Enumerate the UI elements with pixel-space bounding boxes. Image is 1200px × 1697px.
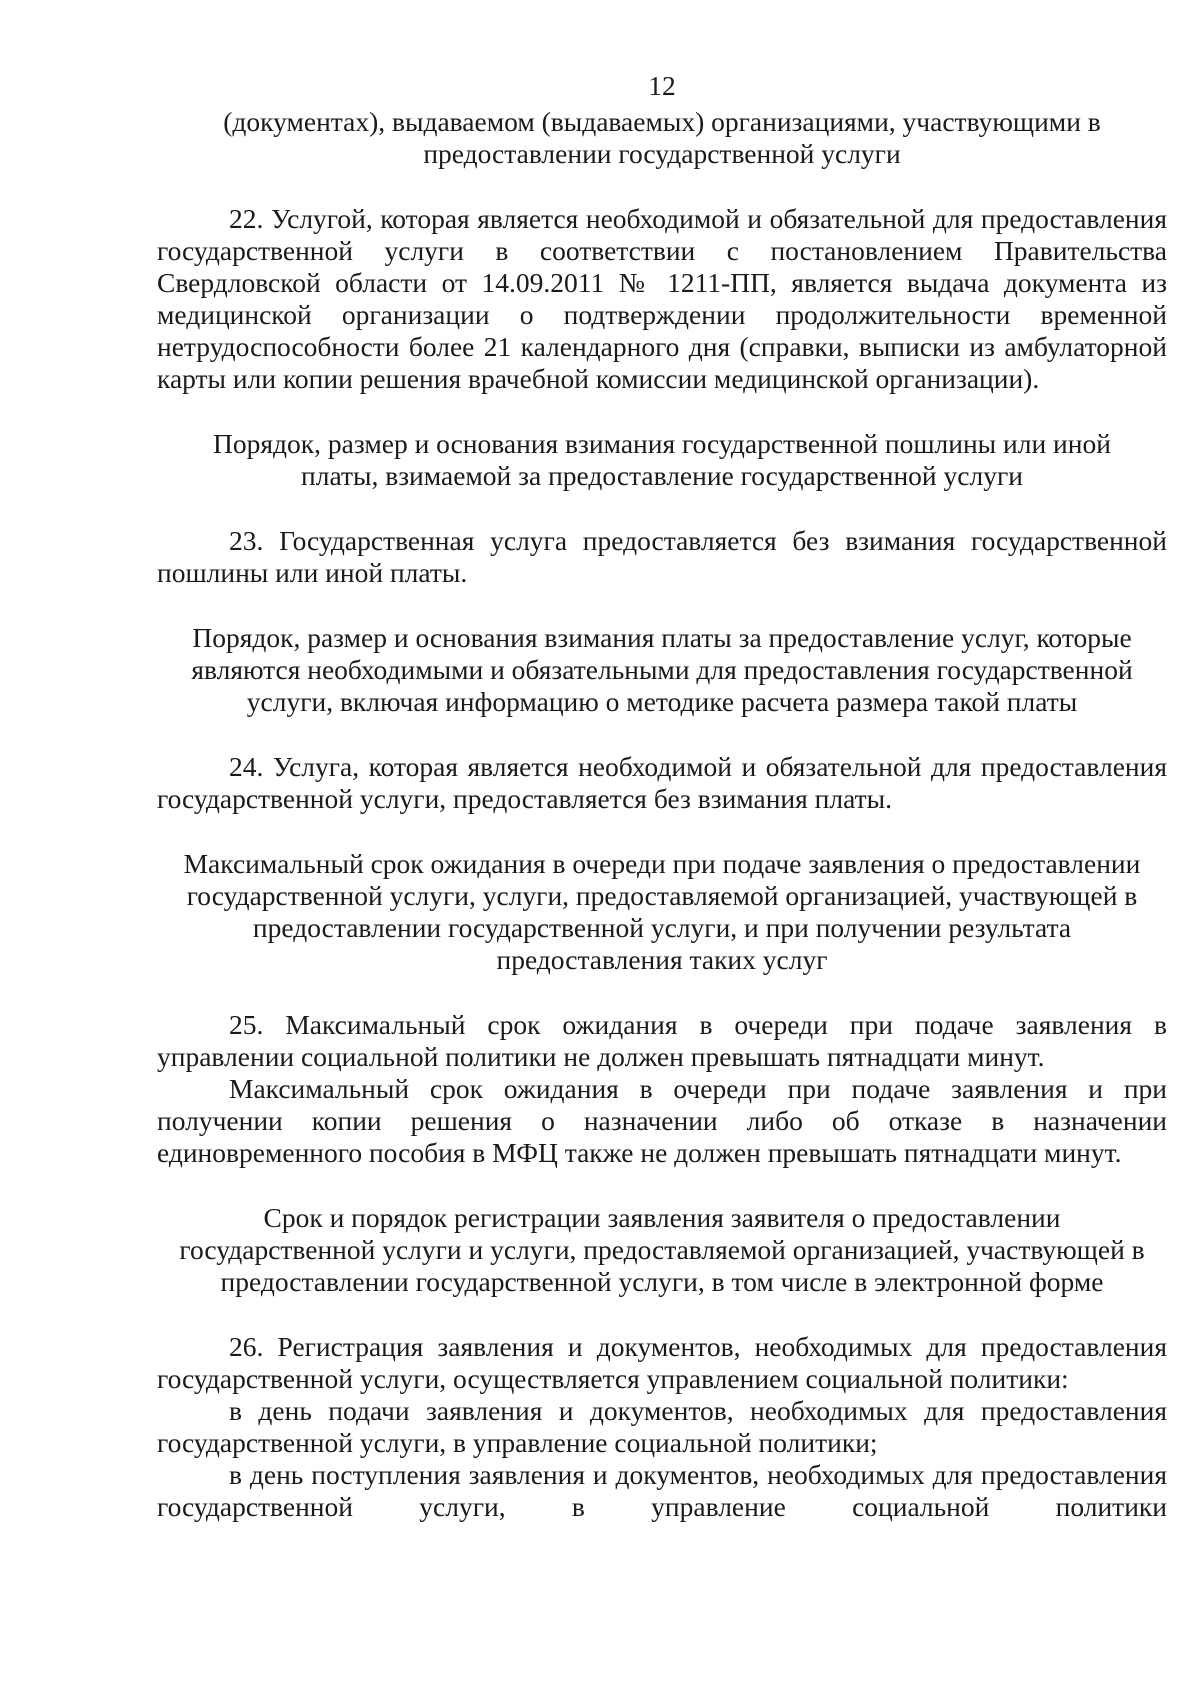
intro-heading: (документах), выдаваемом (выдаваемых) организациями, участвующими в предоставлении государственной услуги (223, 106, 1101, 169)
heading-registration: Срок и порядок регистрации заявления заявителя о предоставлении государственной услуги и услуги, предоставляемой организацией, участвующей в предоставлении государственной услуги, в том числе в электронной форме (179, 1202, 1145, 1297)
heading-fee: Порядок, размер и основания взимания государственной пошлины или иной платы, взимаемой за предоставление государственной услуги (213, 428, 1111, 491)
document-page (157, 70, 1167, 1523)
heading-queue: Максимальный срок ожидания в очереди при подаче заявления о предоставлении государственной услуги, услуги, предоставляемой организацией, участвующей в предоставлении государственной услуги, и при получении результата предоставления таких услуг (183, 848, 1141, 975)
paragraph-25-2: Максимальный срок ожидания в очереди при подаче заявления и при получении копии решения о назначении либо об отказе в назначении единовременного пособия в МФЦ также не должен превышать пятнадцати минут. (157, 1073, 1167, 1168)
paragraph-26-3: в день поступления заявления и документов, необходимых для предоставления государственной услуги, в управление социальной политики (157, 1459, 1167, 1522)
heading-required-fee: Порядок, размер и основания взимания платы за предоставление услуг, которые являются необходимыми и обязательными для предоставления государственной услуги, включая информацию о методике расчета размера такой платы (191, 622, 1133, 717)
paragraph-24: 24. Услуга, которая является необходимой и обязательной для предоставления государственной услуги, предоставляется без взимания платы. (157, 751, 1167, 814)
page-number: 12 (648, 70, 676, 101)
paragraph-22: 22. Услугой, которая является необходимой и обязательной для предоставления государственной услуги в соответствии с постановлением Правительства Свердловской области от 14.09.2011 № 1211-ПП, является выдача документа из медицинской организации о подтверждении продолжительности временной нетрудоспособности более 21 календарного дня (справки, выписки из амбулаторной карты или копии решения врачебной комиссии медицинской организации). (157, 203, 1167, 394)
paragraph-26-2: в день подачи заявления и документов, необходимых для предоставления государственной услуги, в управление социальной политики; (157, 1395, 1167, 1458)
paragraph-23: 23. Государственная услуга предоставляется без взимания государственной пошлины или иной платы. (157, 525, 1167, 588)
paragraph-26-1: 26. Регистрация заявления и документов, необходимых для предоставления государственной услуги, осуществляется управлением социальной политики: (157, 1331, 1167, 1394)
paragraph-25-1: 25. Максимальный срок ожидания в очереди при подаче заявления в управлении социальной политики не должен превышать пятнадцати минут. (157, 1009, 1167, 1072)
